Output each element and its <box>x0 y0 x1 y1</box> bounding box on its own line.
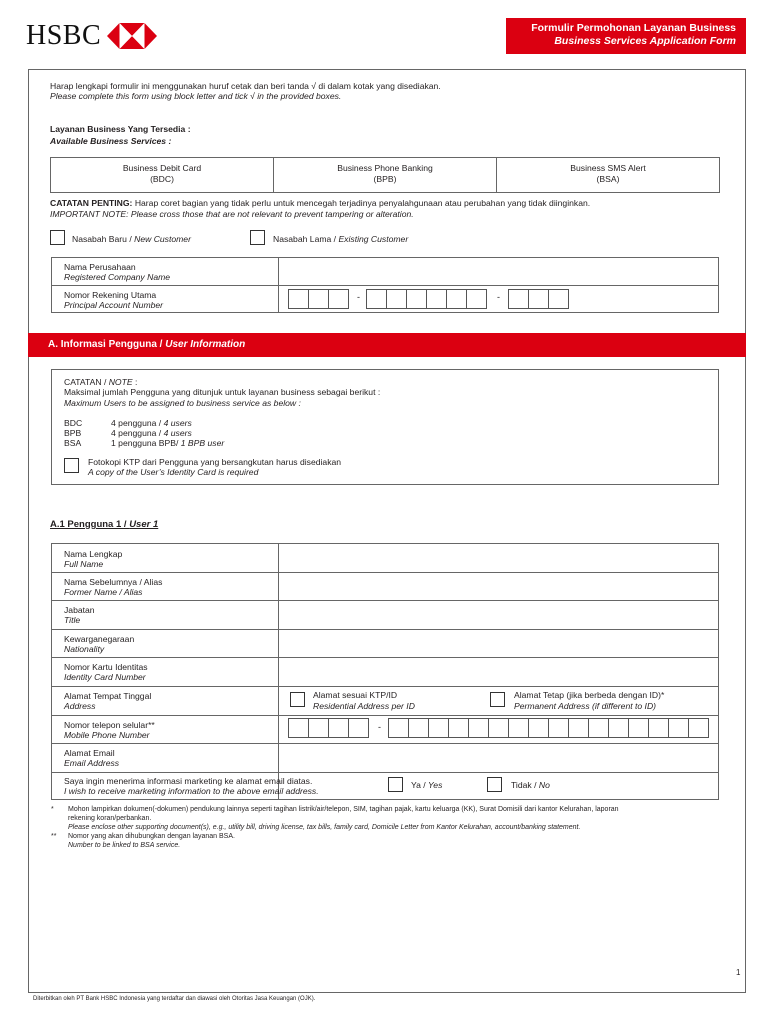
permanent-address-label-en: Permanent Address (if different to ID) <box>514 701 657 711</box>
full-name-row <box>52 544 718 573</box>
full-name-label: Nama Lengkap Full Name <box>64 549 123 569</box>
user1-heading: A.1 Pengguna 1 / User 1 <box>50 519 159 530</box>
logo-wordmark: HSBC <box>26 20 102 51</box>
marketing-yes-checkbox[interactable] <box>388 777 403 792</box>
email-input[interactable] <box>280 746 716 771</box>
mobile-label: Nomor telepon selular** Mobile Phone Number <box>64 720 155 740</box>
email-row <box>52 744 718 773</box>
note-value-bsa: 1 pengguna BPB/ 1 BPB user <box>111 438 225 448</box>
title-input[interactable] <box>280 603 716 628</box>
nationality-row <box>52 630 718 658</box>
form-title-id: Formulir Permohonan Layanan Business <box>531 22 736 34</box>
hexagon-icon <box>107 23 157 49</box>
new-customer-checkbox[interactable] <box>50 230 65 245</box>
important-note-id <box>50 198 590 208</box>
former-name-row <box>52 573 718 601</box>
note-value-bpb: 4 pengguna / 4 users <box>111 428 192 438</box>
note-label: CATATAN / NOTE : <box>64 377 138 387</box>
permanent-address-label-id: Alamat Tetap (jika berbeda dengan ID)* <box>514 690 665 700</box>
note-code-bsa: BSA <box>64 438 82 448</box>
id-card-row <box>52 658 718 687</box>
company-name-label: Nama Perusahaan Registered Company Name <box>64 262 171 282</box>
id-card-input[interactable] <box>280 660 716 685</box>
marketing-yes-label: Ya / Yes <box>411 780 443 790</box>
service-name: Business Debit Card <box>122 163 202 173</box>
page-number: 1 <box>736 968 741 977</box>
permanent-address-checkbox[interactable] <box>490 692 505 707</box>
new-customer-label-en: New Customer <box>134 234 191 244</box>
service-name: Business Phone Banking <box>337 163 433 173</box>
existing-customer-checkbox[interactable] <box>250 230 265 245</box>
marketing-no-label: Tidak / No <box>511 780 550 790</box>
id-card-label: Nomor Kartu Identitas Identity Card Number <box>64 662 148 682</box>
account-number-input-3[interactable] <box>508 289 568 309</box>
footnote-1-en: Please enclose other supporting document(s), e.g., utility bill, driving license, tax bills, family card, Domicile Letter from Kantor Kelurahan, account/banking statement. <box>68 824 581 831</box>
marketing-row <box>52 773 718 801</box>
important-note-label: CATATAN PENTING: <box>50 198 133 208</box>
important-note-en: IMPORTANT NOTE: Please cross those that are not relevant to prevent tampering or alteration. <box>50 209 414 219</box>
services-heading-en: Available Business Services : <box>50 136 172 146</box>
title-label: Jabatan Title <box>64 605 95 625</box>
title-row <box>52 601 718 630</box>
instruction-en: Please complete this form using block letter and tick √ in the provided boxes. <box>50 91 342 101</box>
ktp-copy-label-id: Fotokopi KTP dari Pengguna yang bersangkutan harus disediakan <box>88 457 342 467</box>
mobile-prefix-input[interactable] <box>288 718 368 738</box>
account-dash-1: - <box>357 292 360 302</box>
marketing-label: Saya ingin menerima informasi marketing ke alamat email diatas. I wish to receive marketing information to the above email address. <box>64 776 319 796</box>
mobile-dash: - <box>378 722 381 732</box>
ktp-address-label-en: Residential Address per ID <box>313 701 415 711</box>
ktp-copy-checkbox[interactable] <box>64 458 79 473</box>
company-name-input[interactable] <box>280 260 716 284</box>
footnote-1-id-line1: Mohon lampirkan dokumen(-dokumen) pendukung lainnya seperti tagihan listrik/air/telepon, SIM, tagihan pajak, kartu keluarga (KK), Surat Domisili dari kantor Kelurahan, laporan <box>68 806 619 813</box>
services-table <box>50 157 720 193</box>
user1-grid <box>51 543 719 800</box>
email-label: Alamat Email Email Address <box>64 748 120 768</box>
company-name-row <box>52 258 718 286</box>
service-name: Business SMS Alert <box>570 163 646 173</box>
account-dash-2: - <box>497 292 500 302</box>
existing-customer-label-id: Nasabah Lama / <box>273 234 339 244</box>
hsbc-logo <box>26 22 157 50</box>
note-value-bdc: 4 pengguna / 4 users <box>111 418 192 428</box>
instruction-id: Harap lengkapi formulir ini menggunakan huruf cetak dan beri tanda √ di dalam kotak yang disediakan. <box>50 81 441 91</box>
regulatory-note: Diterbitkan oleh PT Bank HSBC Indonesia yang terdaftar dan diawasi oleh Otoritas Jasa Keuangan (OJK). <box>33 996 316 1002</box>
section-a-title-id: A. Informasi Pengguna / <box>48 339 166 350</box>
existing-customer-label-en: Existing Customer <box>338 234 409 244</box>
footnote-2-en: Number to be linked to BSA service. <box>68 842 181 849</box>
note-code-bpb: BPB <box>64 428 82 438</box>
services-heading-id: Layanan Business Yang Tersedia : <box>50 124 191 134</box>
form-title-en: Business Services Application Form <box>554 35 736 47</box>
new-customer-label <box>72 234 191 244</box>
footnote-star-2: ** <box>51 833 57 840</box>
former-name-label: Nama Sebelumnya / Alias Former Name / Alias <box>64 577 163 597</box>
existing-customer-label <box>273 234 408 244</box>
new-customer-label-id: Nasabah Baru / <box>72 234 135 244</box>
note-line-en: Maximum Users to be assigned to business service as below : <box>64 398 301 408</box>
note-line-id: Maksimal jumlah Pengguna yang ditunjuk untuk layanan business sebagai berikut : <box>64 387 381 397</box>
marketing-no-checkbox[interactable] <box>487 777 502 792</box>
important-note-text: Harap coret bagian yang tidak perlu untuk mencegah terjadinya penyalahgunaan atau perubahan yang tidak diinginkan. <box>132 198 591 208</box>
section-a-title-en: User Information <box>165 339 246 350</box>
former-name-input[interactable] <box>280 575 716 599</box>
nationality-input[interactable] <box>280 632 716 656</box>
note-code-bdc: BDC <box>64 418 83 428</box>
service-code: (BSA) <box>596 174 620 184</box>
service-code: (BPB) <box>373 174 397 184</box>
service-bpb[interactable] <box>274 158 497 192</box>
full-name-input[interactable] <box>280 546 716 571</box>
footnote-2-id: Nomor yang akan dihubungkan dengan layanan BSA. <box>68 833 235 840</box>
ktp-address-checkbox[interactable] <box>290 692 305 707</box>
account-number-input-2[interactable] <box>366 289 486 309</box>
section-a-header <box>28 333 746 357</box>
service-code: (BDC) <box>150 174 174 184</box>
address-label: Alamat Tempat Tinggal Address <box>64 691 152 711</box>
account-number-label: Nomor Rekening Utama Principal Account Number <box>64 290 164 310</box>
account-number-input-1[interactable] <box>288 289 348 309</box>
ktp-copy-label-en: A copy of the User’s Identity Card is required <box>88 467 259 477</box>
footnote-star-1: * <box>51 806 54 813</box>
ktp-address-label-id: Alamat sesuai KTP/ID <box>313 690 398 700</box>
form-title <box>506 18 746 54</box>
service-bdc[interactable] <box>51 158 274 192</box>
service-bsa[interactable] <box>497 158 719 192</box>
mobile-number-input[interactable] <box>388 718 708 738</box>
nationality-label: Kewarganegaraan Nationality <box>64 634 135 654</box>
footnote-1-id-line2: rekening koran/perbankan. <box>68 815 152 822</box>
